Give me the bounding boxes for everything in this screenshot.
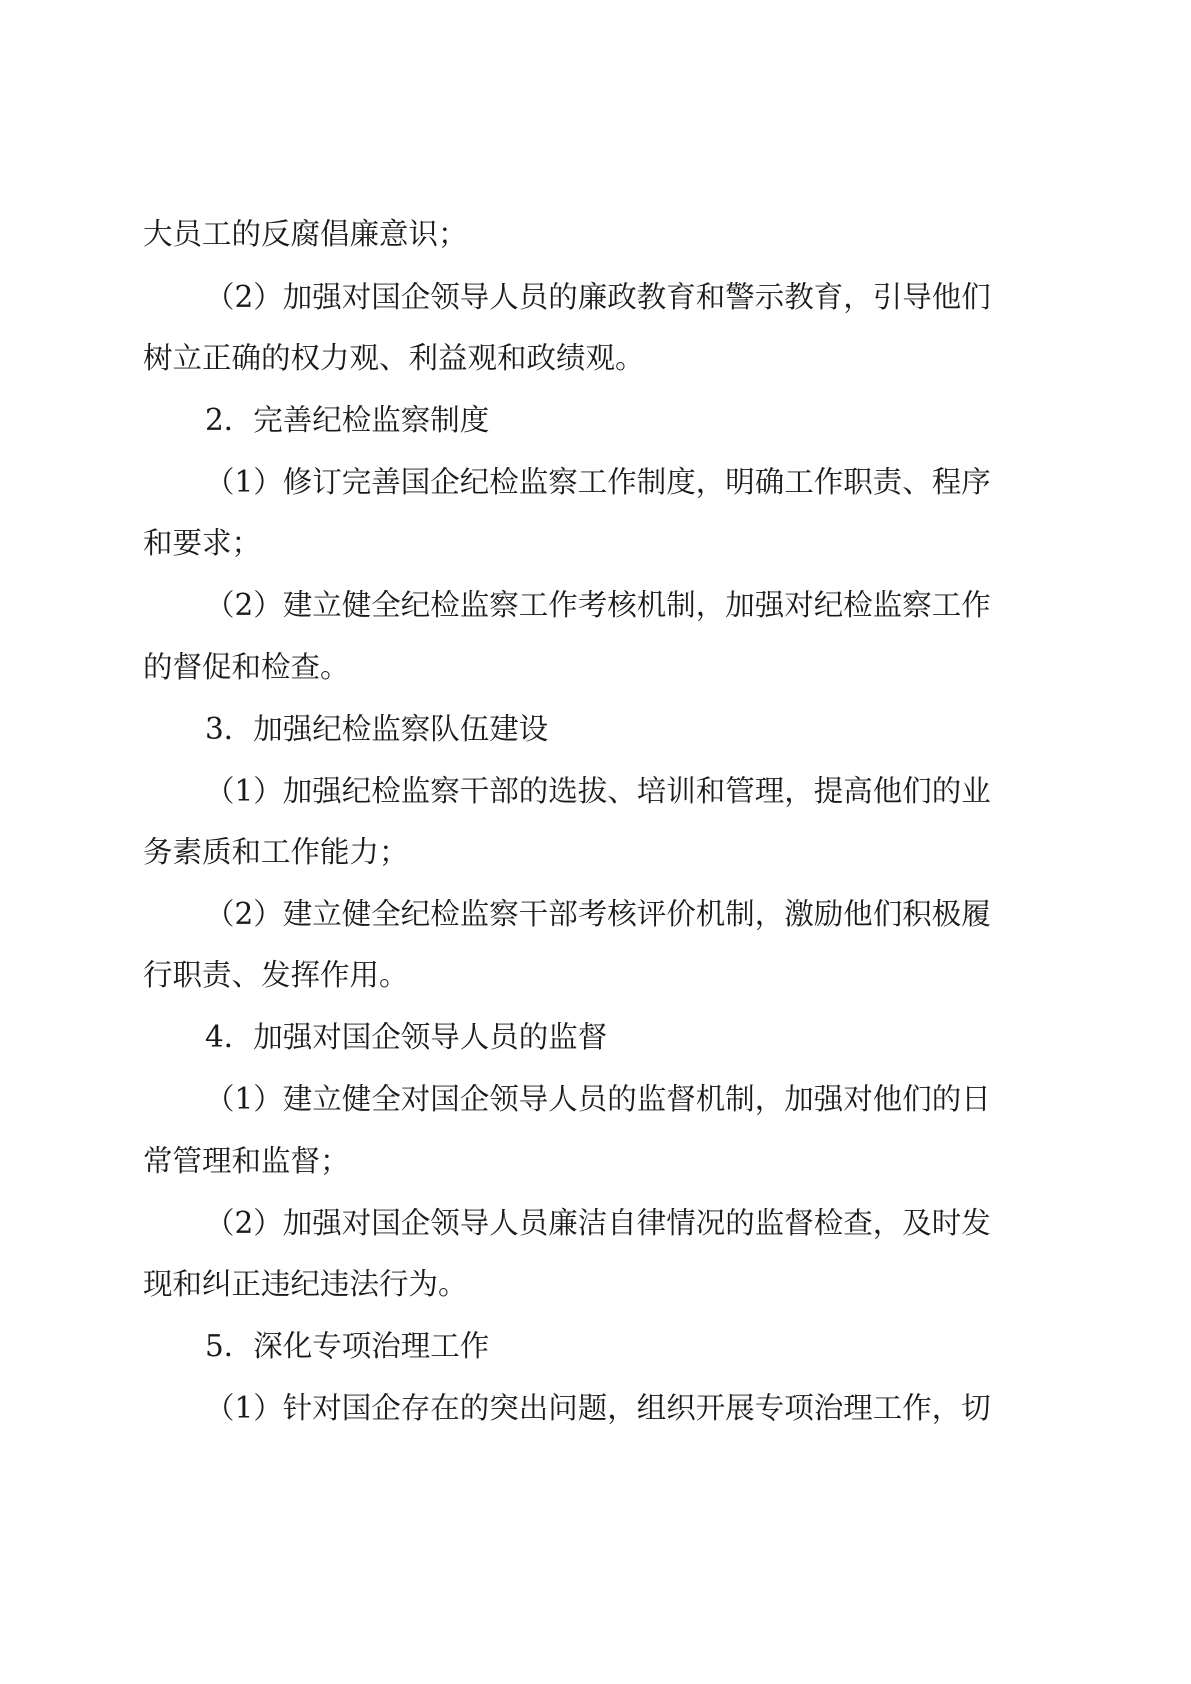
paragraph-first-line: （1）修订完善国企纪检监察工作制度，明确工作职责、程序 (205, 465, 991, 499)
section-heading: 3．加强纪检监察队伍建设 (205, 712, 549, 746)
body-text-line: 和要求； (143, 526, 262, 560)
body-text-line: 的督促和检查。 (143, 650, 350, 684)
paragraph-first-line: （2）加强对国企领导人员的廉政教育和警示教育，引导他们 (205, 280, 991, 314)
section-heading: 2．完善纪检监察制度 (205, 403, 490, 437)
body-text-line: 树立正确的权力观、利益观和政绩观。 (143, 341, 645, 375)
body-text-line: 常管理和监督； (143, 1144, 350, 1178)
body-text-line: 大员工的反腐倡廉意识； (143, 217, 468, 251)
paragraph-first-line: （1）建立健全对国企领导人员的监督机制，加强对他们的日 (205, 1082, 991, 1116)
body-text-line: 现和纠正违纪违法行为。 (143, 1267, 468, 1301)
paragraph-first-line: （1）针对国企存在的突出问题，组织开展专项治理工作，切 (205, 1391, 991, 1425)
body-text-line: 务素质和工作能力； (143, 835, 409, 869)
section-heading: 5．深化专项治理工作 (205, 1329, 490, 1363)
paragraph-first-line: （2）加强对国企领导人员廉洁自律情况的监督检查，及时发 (205, 1206, 991, 1240)
paragraph-first-line: （2）建立健全纪检监察工作考核机制，加强对纪检监察工作 (205, 588, 991, 622)
paragraph-first-line: （2）建立健全纪检监察干部考核评价机制，激励他们积极履 (205, 897, 991, 931)
paragraph-first-line: （1）加强纪检监察干部的选拔、培训和管理，提高他们的业 (205, 774, 991, 808)
body-text-line: 行职责、发挥作用。 (143, 958, 409, 992)
section-heading: 4．加强对国企领导人员的监督 (205, 1020, 608, 1054)
